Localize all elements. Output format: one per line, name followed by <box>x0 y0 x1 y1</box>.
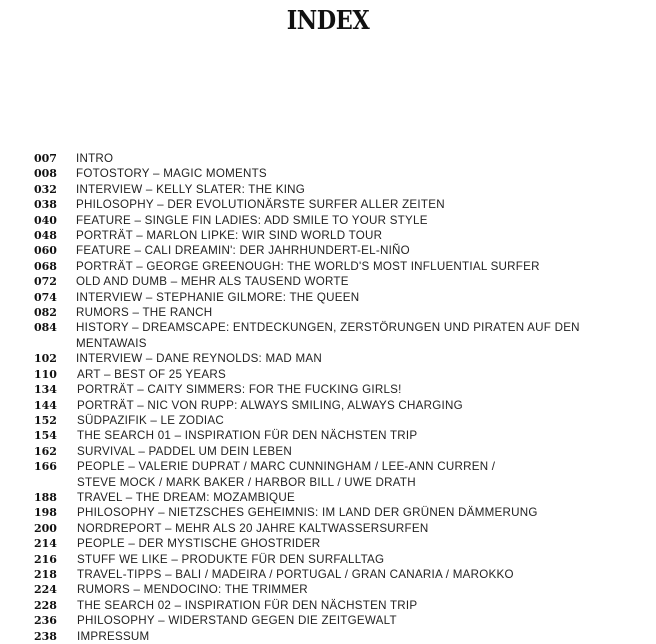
toc-entry <box>34 521 649 536</box>
toc-page-number: 084 <box>34 321 57 335</box>
toc-page-number: 060 <box>34 244 57 258</box>
toc-entry-title: FEATURE – SINGLE FIN LADIES: ADD SMILE TO YOUR STYLE <box>76 213 428 227</box>
toc-entry-title: IMPRESSUM <box>77 629 150 643</box>
toc-page-number: 008 <box>34 167 57 181</box>
toc-entry <box>34 259 649 274</box>
toc-entry-title: INTERVIEW – STEPHANIE GILMORE: THE QUEEN <box>76 290 360 304</box>
toc-entry <box>34 567 649 582</box>
toc-entry-title: PHILOSOPHY – WIDERSTAND GEGEN DIE ZEITGEWALT <box>77 614 397 628</box>
toc-page-number: 218 <box>34 567 57 581</box>
toc-entry <box>34 182 649 197</box>
toc-entry <box>34 505 649 520</box>
toc-entry <box>34 351 649 366</box>
toc-entry <box>34 320 649 351</box>
toc-page-number: 152 <box>34 413 57 427</box>
toc-entry <box>34 367 649 382</box>
toc-entry <box>34 228 649 243</box>
toc-entry <box>34 413 649 428</box>
toc-entry <box>34 444 649 459</box>
toc-page-number: 102 <box>34 352 57 366</box>
toc-entry <box>34 166 649 181</box>
toc-entry <box>34 459 649 490</box>
toc-entry-title: INTERVIEW – KELLY SLATER: THE KING <box>76 182 306 196</box>
toc-entry-title: PEOPLE – DER MYSTISCHE GHOSTRIDER <box>77 537 321 551</box>
toc-entry-title: PHILOSOPHY – NIETZSCHES GEHEIMNIS: IM LAND DER GRÜNEN DÄMMERUNG <box>77 506 538 520</box>
toc-page-number: 224 <box>34 583 57 597</box>
toc-page-number: 074 <box>34 290 57 304</box>
toc-entry-title: SÜDPAZIFIK – LE ZODIAC <box>77 413 225 427</box>
toc-entry <box>34 629 649 644</box>
toc-entry-title: PORTRÄT – CAITY SIMMERS: FOR THE FUCKING GIRLS! <box>77 383 402 397</box>
toc-page-number: 040 <box>34 213 57 227</box>
toc-entry <box>34 490 649 505</box>
toc-entry-title: THE SEARCH 02 – INSPIRATION FÜR DEN NÄCHSTEN TRIP <box>77 598 418 612</box>
toc-entry-title: NORDREPORT – MEHR ALS 20 JAHRE KALTWASSERSURFEN <box>77 521 429 535</box>
toc-entry <box>34 305 649 320</box>
toc-entry <box>34 290 649 305</box>
toc-entry-title: PEOPLE – VALERIE DUPRAT / MARC CUNNINGHAM / LEE-ANN CURREN / STEVE MOCK / MARK BAKER / HARBOR BILL / UWE DRATH <box>77 460 496 489</box>
toc-page-number: 068 <box>34 259 57 273</box>
toc-page-number: 228 <box>34 598 57 612</box>
toc-entry-title: SURVIVAL – PADDEL UM DEIN LEBEN <box>77 444 292 458</box>
toc-entry <box>34 536 649 551</box>
toc-entry <box>34 582 649 597</box>
table-of-contents <box>34 151 649 644</box>
toc-entry-title: INTRO <box>76 152 114 165</box>
toc-entry <box>34 552 649 567</box>
toc-entry-title: PORTRÄT – GEORGE GREENOUGH: THE WORLD'S MOST INFLUENTIAL SURFER <box>76 259 540 273</box>
toc-entry <box>34 274 649 289</box>
toc-entry-title: RUMORS – THE RANCH <box>76 306 213 320</box>
toc-page-number: 007 <box>34 152 57 165</box>
toc-entry-title: FOTOSTORY – MAGIC MOMENTS <box>76 167 267 181</box>
toc-page-number: 188 <box>34 490 57 504</box>
toc-page-number: 236 <box>34 614 57 628</box>
toc-entry <box>34 197 649 212</box>
toc-entry-title: TRAVEL – THE DREAM: MOZAMBIQUE <box>77 490 295 504</box>
toc-page-number: 162 <box>34 444 57 458</box>
toc-page-number: 072 <box>34 275 57 289</box>
toc-entry <box>34 613 649 628</box>
toc-entry <box>34 428 649 443</box>
toc-entry-title: TRAVEL-TIPPS – BALI / MADEIRA / PORTUGAL / GRAN CANARIA / MAROKKO <box>77 567 514 581</box>
toc-page-number: 166 <box>34 460 57 474</box>
toc-entry-title: INTERVIEW – DANE REYNOLDS: MAD MAN <box>76 352 322 366</box>
toc-page-number: 238 <box>34 629 57 643</box>
toc-entry <box>34 598 649 613</box>
toc-page-number: 144 <box>34 398 57 412</box>
toc-page-number: 048 <box>34 229 57 243</box>
toc-page-number: 198 <box>34 506 57 520</box>
toc-entry-title: PORTRÄT – MARLON LIPKE: WIR SIND WORLD TOUR <box>76 229 383 243</box>
toc-page-number: 032 <box>34 182 57 196</box>
toc-entry <box>34 382 649 397</box>
toc-entry <box>34 398 649 413</box>
toc-page-number: 154 <box>34 429 57 443</box>
toc-entry <box>34 151 649 166</box>
toc-entry-title: THE SEARCH 01 – INSPIRATION FÜR DEN NÄCHSTEN TRIP <box>77 429 418 443</box>
toc-entry-title: RUMORS – MENDOCINO: THE TRIMMER <box>77 583 308 597</box>
toc-entry-title: PHILOSOPHY – DER EVOLUTIONÄRSTE SURFER ALLER ZEITEN <box>76 198 445 212</box>
toc-entry <box>34 213 649 228</box>
toc-entry <box>34 243 649 258</box>
toc-entry-title: STUFF WE LIKE – PRODUKTE FÜR DEN SURFALLTAG <box>77 552 385 566</box>
toc-page-number: 200 <box>34 521 57 535</box>
toc-page-number: 214 <box>34 537 57 551</box>
toc-entry-title: HISTORY – DREAMSCAPE: ENTDECKUNGEN, ZERSTÖRUNGEN UND PIRATEN AUF DEN MENTAWAIS <box>76 321 580 350</box>
page-title: INDEX <box>286 6 370 36</box>
toc-page-number: 134 <box>34 383 57 397</box>
toc-entry-title: OLD AND DUMB – MEHR ALS TAUSEND WORTE <box>76 275 349 289</box>
toc-page-number: 216 <box>34 552 57 566</box>
toc-entry-title: ART – BEST OF 25 YEARS <box>77 367 226 381</box>
toc-entry-title: PORTRÄT – NIC VON RUPP: ALWAYS SMILING, ALWAYS CHARGING <box>77 398 463 412</box>
toc-page-number: 082 <box>34 306 57 320</box>
toc-page-number: 110 <box>34 367 57 381</box>
toc-page-number: 038 <box>34 198 57 212</box>
toc-entry-title: FEATURE – CALI DREAMIN': DER JAHRHUNDERT-EL-NIÑO <box>76 244 410 258</box>
